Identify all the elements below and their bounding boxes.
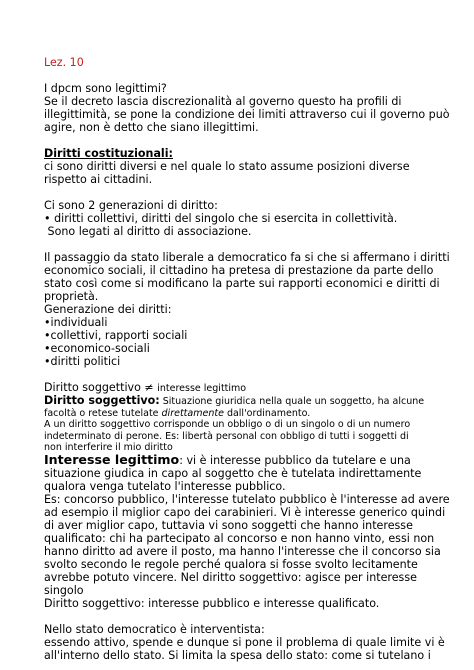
text-line: indeterminato di perone. Es: libertà personal con obbligo di tutti i soggetti di bbox=[44, 430, 409, 442]
definition-line bbox=[44, 453, 464, 467]
text-line: illegittimità, se pone la condizione dei limiti attraverso cui il governo può bbox=[44, 108, 450, 121]
text-line: Ci sono 2 generazioni di diritto: bbox=[44, 199, 218, 212]
list-item: •economico-sociali bbox=[44, 342, 150, 355]
text-line: Il passaggio da stato liberale a democratico fa si che si affermano i diritti bbox=[44, 251, 450, 264]
definition-text: : vi è interesse pubblico da tutelare e una bbox=[179, 454, 411, 468]
text-line: rispetto ai cittadini. bbox=[44, 173, 153, 186]
comparison-heading bbox=[44, 381, 464, 394]
text-line: hanno diritto ad avere il posto, ma hanno l'interesse che il concorso sia bbox=[44, 545, 441, 559]
text-line: ci sono diritti diversi e nel quale lo stato assume posizioni diverse bbox=[44, 160, 410, 173]
text-line: • diritti collettivi, diritti del singolo che si esercita in collettività. bbox=[44, 212, 398, 225]
text-line: I dpcm sono legittimi? bbox=[44, 82, 167, 95]
text-line: qualificato: chi ha partecipato al concorso e non hanno vinto, essi non bbox=[44, 532, 435, 546]
comparison-right: interesse legittimo bbox=[157, 383, 247, 394]
spacer bbox=[44, 186, 464, 199]
list-item: •diritti politici bbox=[44, 355, 121, 368]
interesse-legittimo-section bbox=[44, 453, 464, 610]
text-line: essendo attivo, spende e dunque si pone il problema di quale limite vi è bbox=[44, 636, 445, 650]
text-line: svolto secondo le regole perché qualora si fosse svolto lecitamente bbox=[44, 558, 418, 572]
text-line: agire, non è detto che siano illegittimi. bbox=[44, 121, 259, 134]
text-line: proprietà. bbox=[44, 290, 99, 303]
text-line: qualora venga tutelato l'interesse pubblico. bbox=[44, 480, 286, 494]
definition-text: dall'ordinamento. bbox=[223, 407, 311, 419]
text-line: all'interno dello stato. Si limita la spesa dello stato: come si tutelano i bbox=[44, 649, 431, 663]
definition-label: Diritto soggettivo: bbox=[44, 394, 160, 408]
text-line: A un diritto soggettivo corrisponde un obbligo o di un singolo o di un numero bbox=[44, 419, 411, 431]
definition-line bbox=[44, 408, 464, 419]
spacer bbox=[44, 238, 464, 251]
text-line: ad esempio il miglior capo dei carabinieri. Vi è interesse generico quindi bbox=[44, 506, 446, 520]
section-heading: Diritti costituzionali: bbox=[44, 147, 173, 160]
text-line: situazione giudica in capo al soggetto che è tutelata indirettamente bbox=[44, 467, 422, 481]
diritti-section bbox=[44, 147, 464, 186]
text-line: Diritto soggettivo: interesse pubblico e interesse qualificato. bbox=[44, 597, 380, 611]
definition-text: facoltà o retese tutelate bbox=[44, 407, 162, 419]
spacer bbox=[44, 610, 464, 623]
spacer bbox=[44, 134, 464, 147]
definition-emphasis: direttamente bbox=[161, 407, 224, 419]
comparison-left: Diritto soggettivo ≠ bbox=[44, 381, 158, 394]
intro-paragraph bbox=[44, 82, 464, 134]
text-line: Sono legati al diritto di associazione. bbox=[44, 225, 252, 238]
list-item: •individuali bbox=[44, 316, 108, 329]
text-line: stato così come si modificano la parte sui rapporti economici e diritti di bbox=[44, 277, 440, 290]
definition-text: Situazione giuridica nella quale un soggetto, ha alcune bbox=[159, 396, 425, 408]
generazioni-paragraph bbox=[44, 199, 464, 238]
text-line: Se il decreto lascia discrezionalità al governo questo ha profili di bbox=[44, 95, 402, 108]
text-line: singolo bbox=[44, 584, 84, 598]
list-item: •collettivi, rapporti sociali bbox=[44, 329, 188, 342]
text-line: non interferire il mio diritto bbox=[44, 442, 173, 454]
text-line: Nello stato democratico è interventista: bbox=[44, 623, 265, 637]
definition-label: Interesse legittimo bbox=[44, 452, 180, 468]
diritto-soggettivo-section bbox=[44, 381, 464, 453]
text-line: economico sociali, il cittadino ha pretesa di prestazione da parte dello bbox=[44, 264, 434, 277]
text-line: Es: concorso pubblico, l'interesse tutelato pubblico è l'interesse ad avere bbox=[44, 493, 450, 507]
document-page bbox=[44, 54, 464, 662]
text-line: di aver miglior capo, tuttavia vi sono soggetti che hanno interesse bbox=[44, 519, 413, 533]
definition-line bbox=[44, 394, 464, 407]
list-heading: Generazione dei diritti: bbox=[44, 303, 172, 316]
passaggio-paragraph bbox=[44, 251, 464, 368]
stato-paragraph bbox=[44, 623, 464, 662]
spacer bbox=[44, 69, 464, 82]
text-line: avrebbe potuto vincere. Nel diritto soggettivo: agisce per interesse bbox=[44, 571, 417, 585]
lesson-title: Lez. 10 bbox=[44, 56, 84, 69]
spacer bbox=[44, 368, 464, 381]
